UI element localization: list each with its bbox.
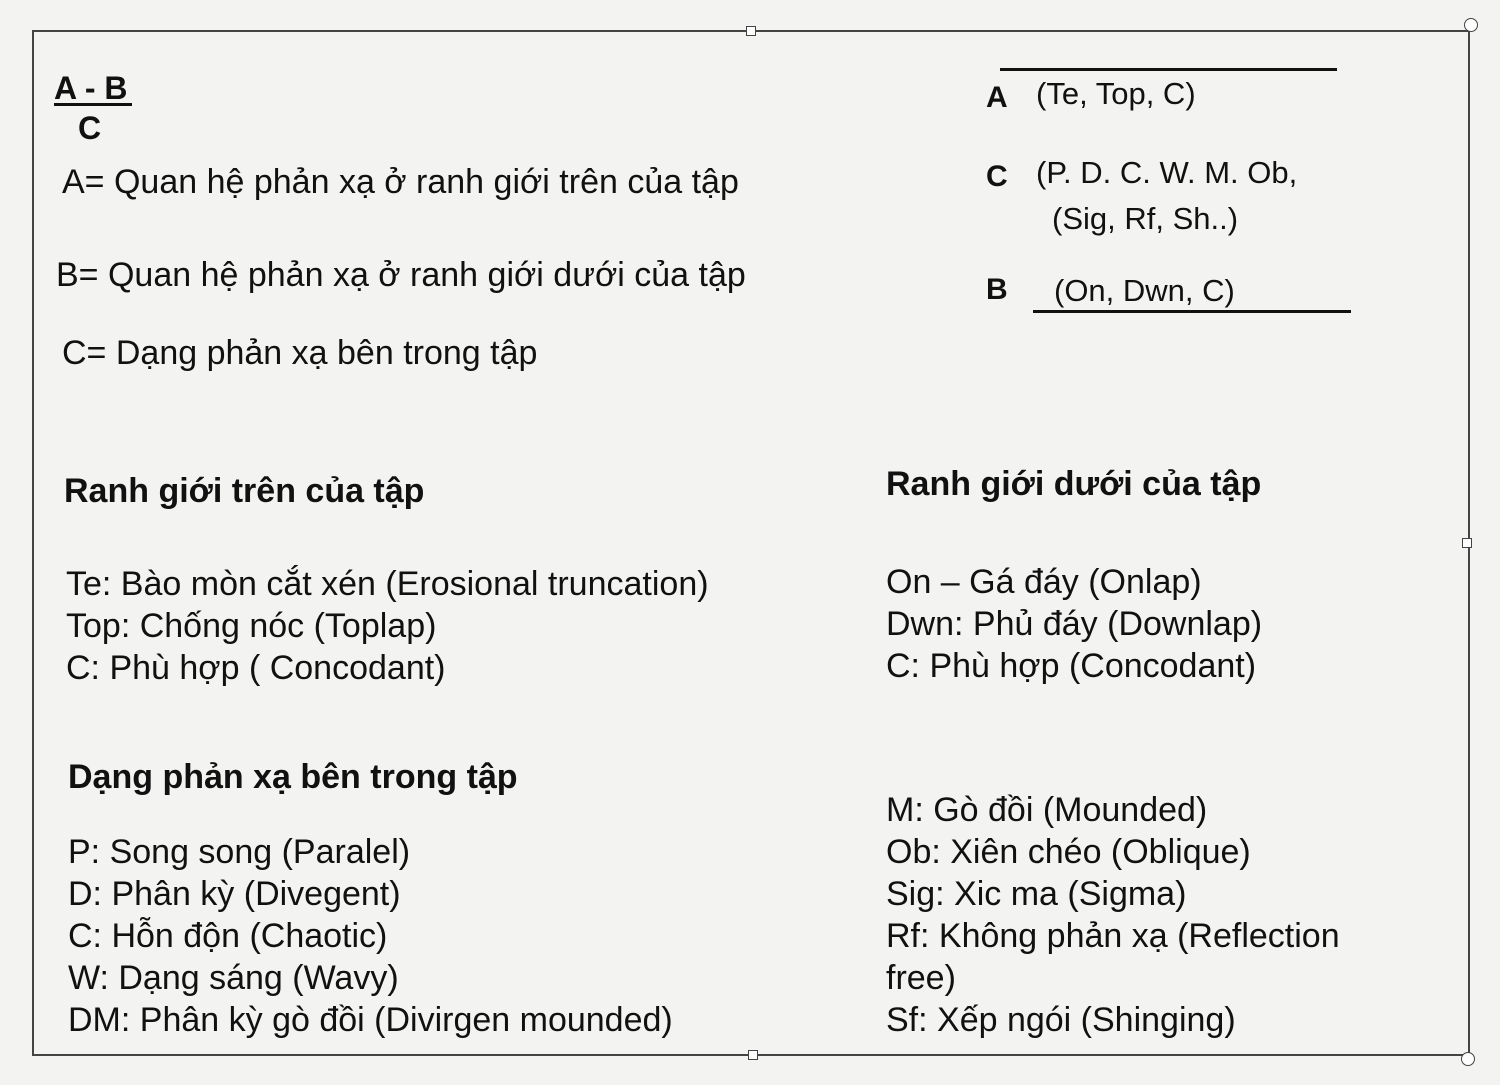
formula-denominator: C [78,110,102,146]
diagram-text-a: (Te, Top, C) [1036,76,1196,111]
list-item: D: Phân kỳ (Divegent) [68,875,401,913]
list-item: W: Dạng sáng (Wavy) [68,959,399,997]
internal-reflection-heading: Dạng phản xạ bên trong tập [68,758,518,796]
resize-handle-top-right[interactable] [1464,18,1478,32]
resize-handle-bottom-right[interactable] [1461,1052,1475,1066]
formula-numerator: A - B [54,70,128,106]
diagram-label-b: B [986,273,1008,306]
resize-handle-top[interactable] [746,26,756,36]
list-item: C: Phù hợp (Concodant) [886,647,1257,685]
list-item: Te: Bào mòn cắt xén (Erosional truncation) [66,565,709,603]
diagram-bottom-line [1033,310,1351,313]
list-item: Sf: Xếp ngói (Shinging) [886,1001,1236,1039]
list-item: DM: Phân kỳ gò đồi (Divirgen mounded) [68,1001,673,1039]
list-item: Dwn: Phủ đáy (Downlap) [886,605,1263,643]
diagram-top-line [1000,68,1337,71]
diagram-label-a: A [986,81,1008,114]
list-item: Top: Chống nóc (Toplap) [66,607,437,645]
list-item: On – Gá đáy (Onlap) [886,563,1202,601]
list-item: Ob: Xiên chéo (Oblique) [886,833,1251,871]
upper-boundary-heading: Ranh giới trên của tập [64,472,425,510]
list-item: M: Gò đồi (Mounded) [886,791,1208,829]
diagram-text-c-line2: (Sig, Rf, Sh..) [1052,201,1239,236]
list-item: C: Phù hợp ( Concodant) [66,649,446,687]
list-item: Rf: Không phản xạ (Reflection [886,917,1340,955]
definition-c: C= Dạng phản xạ bên trong tập [62,334,538,372]
list-item: free) [886,959,956,997]
lower-boundary-heading: Ranh giới dưới của tập [886,465,1262,503]
list-item: C: Hỗn độn (Chaotic) [68,917,388,955]
definition-a: A= Quan hệ phản xạ ở ranh giới trên của tập [62,163,739,201]
internal-reflection-list-right [886,789,1340,1041]
formula-fraction-line [54,103,132,106]
diagram-label-c: C [986,160,1008,193]
internal-reflection-list-left [68,831,673,1041]
list-item: P: Song song (Paralel) [68,833,411,871]
lower-boundary-list [886,561,1262,687]
upper-boundary-list [66,563,709,689]
diagram-text-c-line1: (P. D. C. W. M. Ob, [1036,155,1298,190]
diagram-text-b: (On, Dwn, C) [1054,273,1235,308]
definition-b: B= Quan hệ phản xạ ở ranh giới dưới của tập [56,256,746,294]
resize-handle-bottom[interactable] [748,1050,758,1060]
list-item: Sig: Xic ma (Sigma) [886,875,1187,913]
resize-handle-right[interactable] [1462,538,1472,548]
